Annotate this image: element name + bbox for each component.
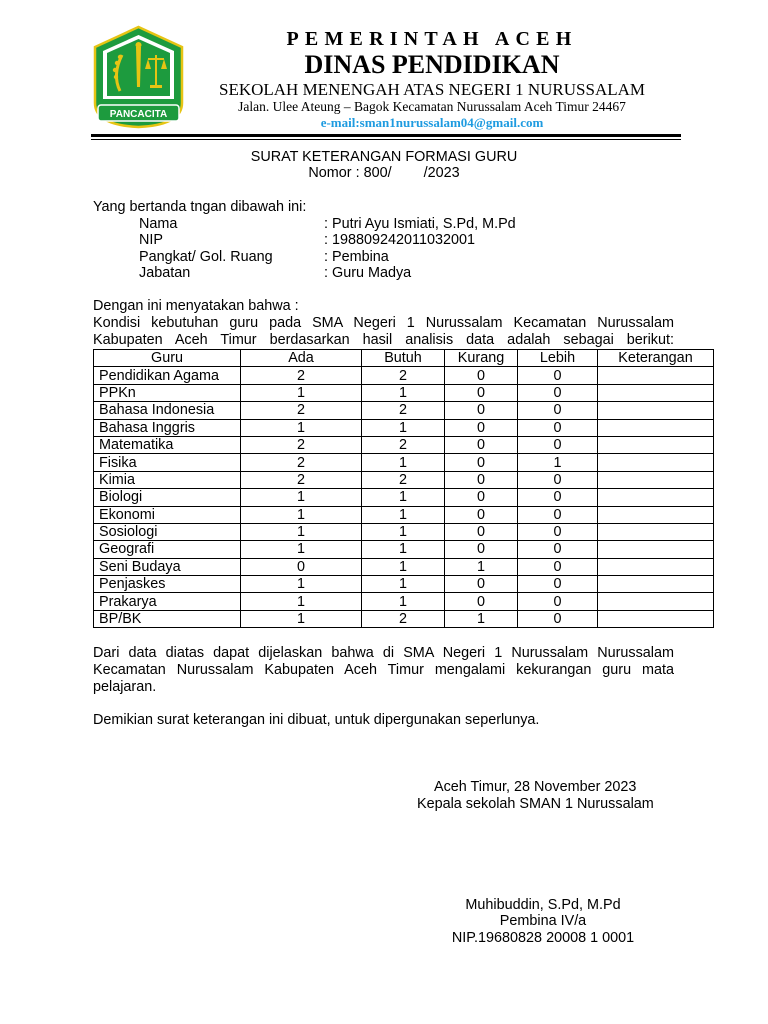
letter-number: Nomor : 800/ /2023 [308,165,460,181]
cell-lebih: 1 [518,454,598,471]
cell-lebih: 0 [518,558,598,575]
pancacita-logo [92,25,185,129]
cell-subject: Kimia [94,471,241,488]
cell-butuh: 1 [362,506,445,523]
cell-kurang: 1 [445,558,518,575]
cell-butuh: 2 [362,471,445,488]
table-row [94,593,714,610]
table-header-row [94,350,714,367]
column-header-butuh: Butuh [362,350,445,367]
cell-keterangan [598,384,714,401]
cell-keterangan [598,506,714,523]
identity-value-nip: : 198809242011032001 [324,232,475,248]
cell-kurang: 0 [445,489,518,506]
cell-subject: Pendidikan Agama [94,367,241,384]
column-header-keterangan: Keterangan [598,350,714,367]
letter-title: SURAT KETERANGAN FORMASI GURU [250,149,518,165]
cell-keterangan [598,489,714,506]
school-name: SEKOLAH MENENGAH ATAS NEGERI 1 NURUSSALAM [218,80,645,99]
cell-keterangan [598,576,714,593]
cell-keterangan [598,523,714,540]
cell-kurang: 0 [445,593,518,610]
signer-nip: NIP.19680828 20008 1 0001 [451,930,635,946]
cell-subject: Sosiologi [94,523,241,540]
cell-kurang: 0 [445,384,518,401]
statement-line: Kabupaten Aceh Timur berdasarkan hasil analisis data adalah sebagai berikut: [93,332,674,348]
cell-ada: 2 [241,402,362,419]
statement-line: Kondisi kebutuhan guru pada SMA Negeri 1 Nurussalam Kecamatan Nurussalam [93,315,674,331]
cell-ada: 0 [241,558,362,575]
table-row [94,541,714,558]
cell-lebih: 0 [518,367,598,384]
table-row [94,367,714,384]
table-row [94,506,714,523]
table-row [94,419,714,436]
identity-label-position: Jabatan [139,265,191,281]
table-row [94,384,714,401]
cell-lebih: 0 [518,506,598,523]
cell-butuh: 1 [362,384,445,401]
column-header-guru: Guru [94,350,241,367]
cell-butuh: 2 [362,367,445,384]
cell-subject: Prakarya [94,593,241,610]
identity-label-name: Nama [139,216,178,232]
cell-ada: 2 [241,436,362,453]
cell-lebih: 0 [518,593,598,610]
cell-ada: 1 [241,541,362,558]
cell-lebih: 0 [518,610,598,627]
cell-subject: PPKn [94,384,241,401]
header-rule-thin [91,139,681,140]
cell-kurang: 0 [445,367,518,384]
column-header-kurang: Kurang [445,350,518,367]
closing-line: Demikian surat keterangan ini dibuat, untuk dipergunakan seperlunya. [93,712,540,728]
school-address: Jalan. Ulee Ateung – Bagok Kecamatan Nurussalam Aceh Timur 24467 [238,99,626,114]
cell-keterangan [598,367,714,384]
cell-subject: Geografi [94,541,241,558]
table-row [94,436,714,453]
cell-ada: 2 [241,367,362,384]
place-date: Aceh Timur, 28 November 2023 [434,779,637,795]
identity-value-name: : Putri Ayu Ismiati, S.Pd, M.Pd [324,216,516,232]
cell-subject: Seni Budaya [94,558,241,575]
cell-lebih: 0 [518,523,598,540]
cell-subject: Matematika [94,436,241,453]
cell-ada: 1 [241,419,362,436]
cell-keterangan [598,436,714,453]
cell-butuh: 1 [362,419,445,436]
cell-butuh: 2 [362,402,445,419]
conclusion-line: pelajaran. [93,679,157,695]
cell-keterangan [598,558,714,575]
cell-subject: Penjaskes [94,576,241,593]
cell-lebih: 0 [518,402,598,419]
cell-butuh: 1 [362,523,445,540]
cell-subject: Bahasa Inggris [94,419,241,436]
government-heading: PEMERINTAH ACEH [286,28,578,50]
statement-line: Dengan ini menyatakan bahwa : [93,298,299,314]
cell-subject: Fisika [94,454,241,471]
cell-butuh: 2 [362,436,445,453]
cell-butuh: 2 [362,610,445,627]
table-row [94,523,714,540]
cell-keterangan [598,454,714,471]
cell-ada: 1 [241,593,362,610]
cell-kurang: 0 [445,454,518,471]
cell-butuh: 1 [362,454,445,471]
cell-kurang: 0 [445,576,518,593]
conclusion-line: Kecamatan Nurussalam Kabupaten Aceh Timur mengalami kekurangan guru mata [93,662,674,678]
cell-kurang: 0 [445,402,518,419]
cell-kurang: 1 [445,610,518,627]
cell-ada: 1 [241,506,362,523]
cell-keterangan [598,419,714,436]
cell-ada: 1 [241,489,362,506]
cell-butuh: 1 [362,576,445,593]
cell-lebih: 0 [518,471,598,488]
cell-subject: Biologi [94,489,241,506]
cell-kurang: 0 [445,436,518,453]
cell-ada: 1 [241,523,362,540]
cell-ada: 1 [241,610,362,627]
header-rule-thick [91,134,681,137]
cell-butuh: 1 [362,558,445,575]
signer-name: Muhibuddin, S.Pd, M.Pd [465,897,621,913]
identity-label-nip: NIP [139,232,163,248]
logo-text: PANCACITA [109,109,168,120]
cell-lebih: 0 [518,541,598,558]
table-row [94,471,714,488]
column-header-lebih: Lebih [518,350,598,367]
cell-ada: 2 [241,471,362,488]
cell-subject: Bahasa Indonesia [94,402,241,419]
table-row [94,402,714,419]
cell-kurang: 0 [445,523,518,540]
school-email[interactable]: e-mail:sman1nurussalam04@gmail.com [320,115,544,130]
cell-lebih: 0 [518,384,598,401]
cell-ada: 1 [241,384,362,401]
table-row [94,454,714,471]
cell-kurang: 0 [445,506,518,523]
cell-lebih: 0 [518,436,598,453]
cell-butuh: 1 [362,541,445,558]
cell-kurang: 0 [445,419,518,436]
intro-line: Yang bertanda tngan dibawah ini: [93,199,307,215]
cell-lebih: 0 [518,576,598,593]
cell-lebih: 0 [518,489,598,506]
cell-ada: 2 [241,454,362,471]
cell-lebih: 0 [518,419,598,436]
conclusion-line: Dari data diatas dapat dijelaskan bahwa di SMA Negeri 1 Nurussalam Nurussalam [93,645,674,661]
teacher-formation-table [93,349,714,628]
cell-keterangan [598,610,714,627]
table-row [94,489,714,506]
cell-keterangan [598,593,714,610]
cell-subject: BP/BK [94,610,241,627]
identity-value-rank: : Pembina [324,249,389,265]
department-heading: DINAS PENDIDIKAN [304,50,560,79]
table-row [94,558,714,575]
signer-title: Kepala sekolah SMAN 1 Nurussalam [417,796,654,812]
cell-keterangan [598,471,714,488]
identity-value-position: : Guru Madya [324,265,412,281]
cell-butuh: 1 [362,593,445,610]
identity-label-rank: Pangkat/ Gol. Ruang [139,249,273,265]
cell-ada: 1 [241,576,362,593]
table-row [94,610,714,627]
cell-keterangan [598,541,714,558]
cell-keterangan [598,402,714,419]
cell-butuh: 1 [362,489,445,506]
table-row [94,576,714,593]
column-header-ada: Ada [241,350,362,367]
signer-rank: Pembina IV/a [499,913,587,929]
cell-kurang: 0 [445,541,518,558]
cell-kurang: 0 [445,471,518,488]
cell-subject: Ekonomi [94,506,241,523]
